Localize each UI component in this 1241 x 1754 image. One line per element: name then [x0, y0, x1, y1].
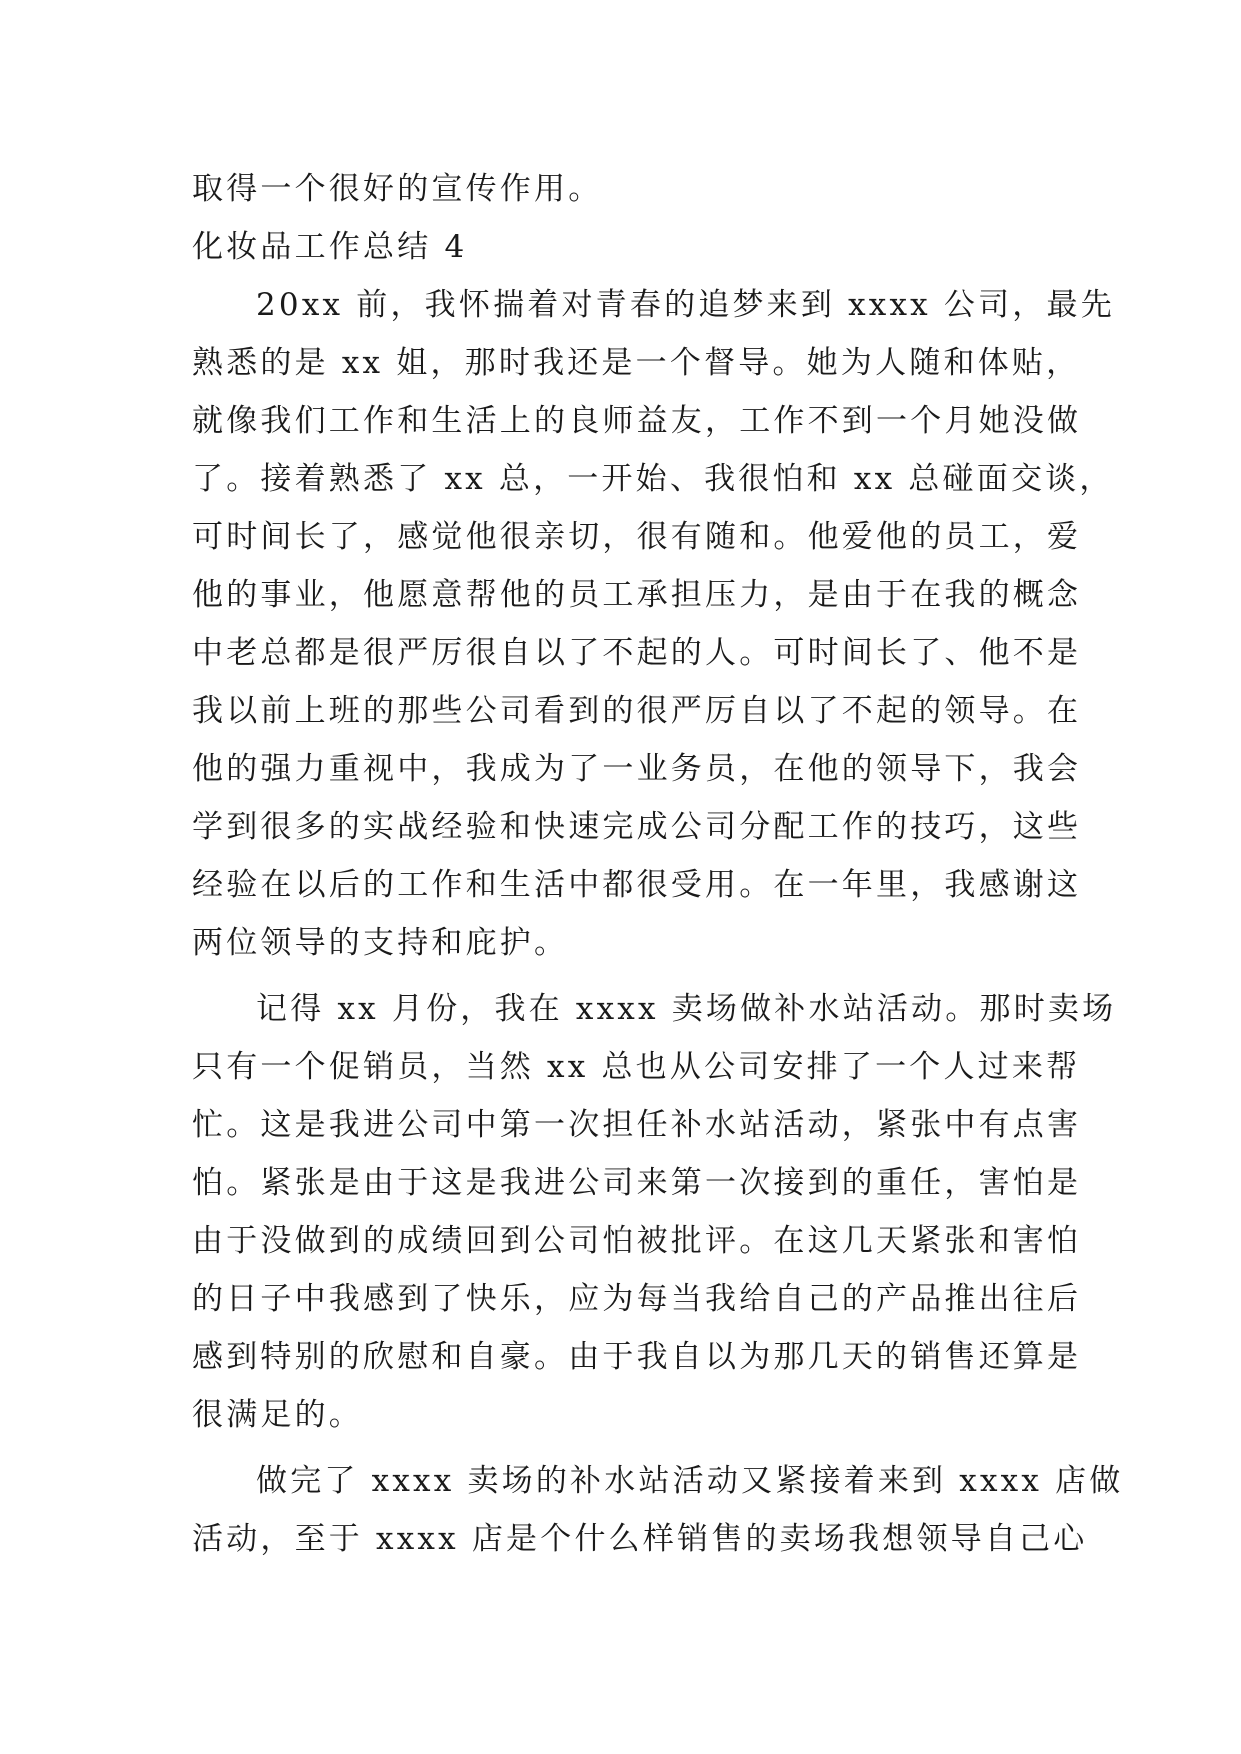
text-line: 的日子中我感到了快乐，应为每当我给自己的产品推出往后 [192, 1281, 1082, 1317]
text-line: 中老总都是很严厉很自以了不起的人。可时间长了、他不是 [192, 635, 1082, 671]
text-line: 可时间长了，感觉他很亲切，很有随和。他爱他的员工，爱 [192, 519, 1082, 555]
text-line: 学到很多的实战经验和快速完成公司分配工作的技巧，这些 [192, 809, 1082, 845]
text-line: 经验在以后的工作和生活中都很受用。在一年里，我感谢这 [192, 867, 1082, 903]
paragraph-gap [192, 972, 1062, 980]
text-line: 忙。这是我进公司中第一次担任补水站活动，紧张中有点害 [192, 1107, 1082, 1143]
text-line: 只有一个促销员，当然 xx 总也从公司安排了一个人过来帮 [192, 1049, 1081, 1085]
paragraph-start-line: 记得 xx 月份，我在 xxxx 卖场做补水站活动。那时卖场 [256, 991, 1117, 1027]
text-line: 就像我们工作和生活上的良师益友，工作不到一个月她没做 [192, 403, 1082, 439]
text-line: 熟悉的是 xx 姐，那时我还是一个督导。她为人随和体贴， [192, 345, 1081, 381]
text-line: 他的事业，他愿意帮他的员工承担压力，是由于在我的概念 [192, 577, 1082, 613]
text-line: 取得一个很好的宣传作用。 [192, 171, 603, 207]
paragraph-start-line: 20xx 前，我怀揣着对青春的追梦来到 xxxx 公司，最先 [256, 287, 1115, 323]
text-line: 怕。紧张是由于这是我进公司来第一次接到的重任，害怕是 [192, 1165, 1082, 1201]
text-line: 由于没做到的成绩回到公司怕被批评。在这几天紧张和害怕 [192, 1223, 1082, 1259]
section-heading: 化妆品工作总结 4 [192, 229, 468, 265]
paragraph-start-line: 做完了 xxxx 卖场的补水站活动又紧接着来到 xxxx 店做 [256, 1463, 1124, 1499]
text-line: 了。接着熟悉了 xx 总，一开始、我很怕和 xx 总碰面交谈， [192, 461, 1114, 497]
text-line: 他的强力重视中，我成为了一业务员，在他的领导下，我会 [192, 751, 1082, 787]
document-body [192, 160, 1124, 1568]
text-line: 感到特别的欣慰和自豪。由于我自以为那几天的销售还算是 [192, 1339, 1082, 1375]
text-line: 两位领导的支持和庇护。 [192, 925, 569, 961]
text-line: 活动，至于 xxxx 店是个什么样销售的卖场我想领导自己心 [192, 1521, 1088, 1557]
text-line: 很满足的。 [192, 1397, 363, 1433]
text-line: 我以前上班的那些公司看到的很严厉自以了不起的领导。在 [192, 693, 1082, 729]
paragraph-gap [192, 1444, 1062, 1452]
